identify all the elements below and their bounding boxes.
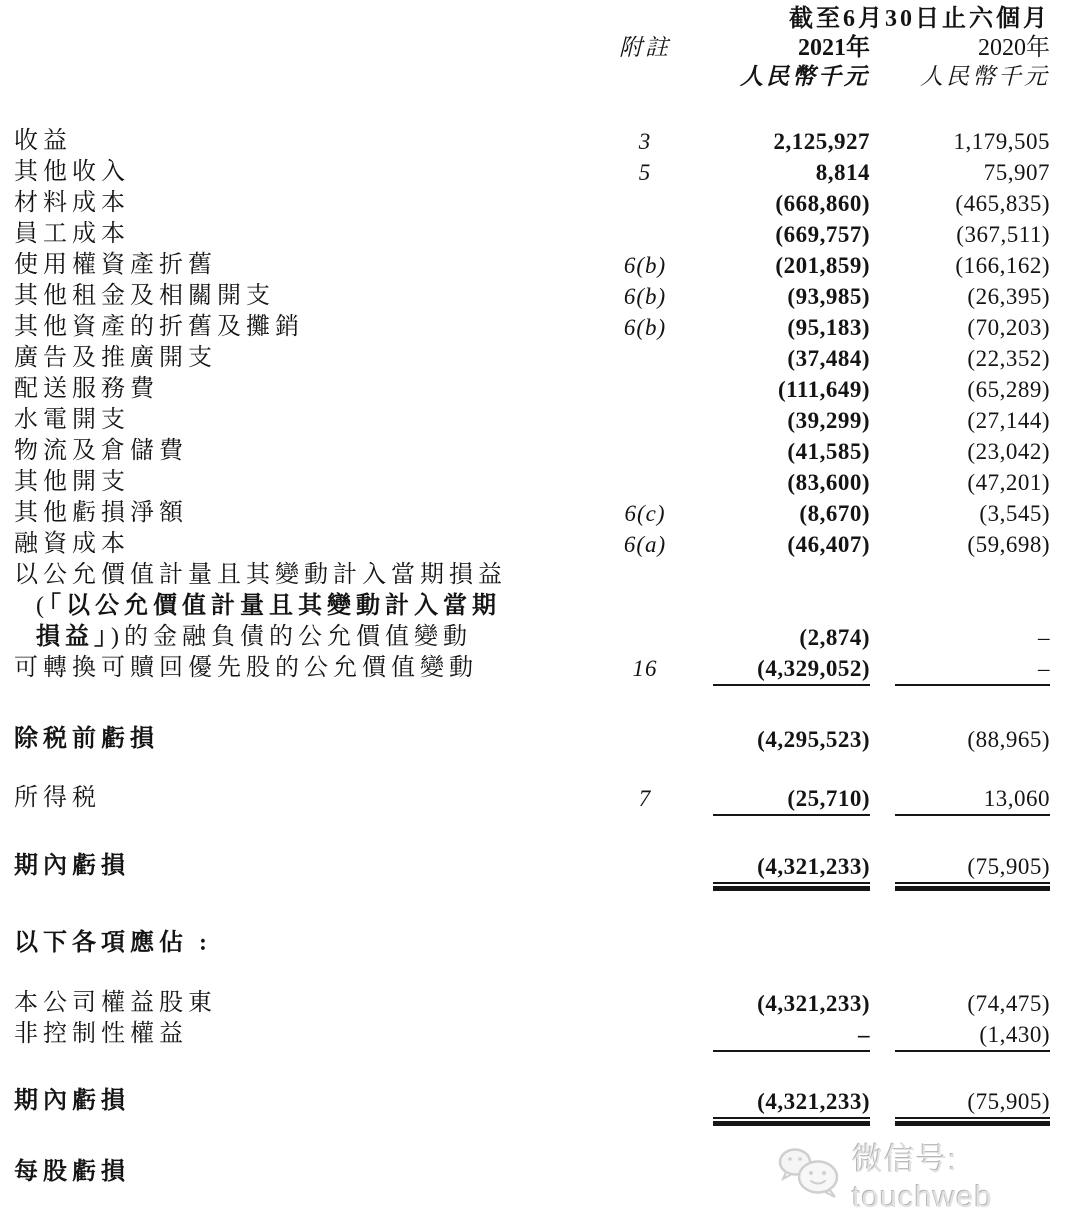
table-row — [14, 436, 1050, 467]
rule-2021 — [685, 684, 870, 686]
row-value-2021: (41,585) — [787, 439, 870, 464]
table-row — [14, 126, 1050, 157]
table-row — [14, 529, 1050, 560]
row-note — [605, 405, 685, 436]
row-value-2020: (22,352) — [967, 346, 1050, 371]
row-note: 6(a) — [623, 532, 667, 557]
period-title: 截至6月30日止六個月 — [789, 6, 1050, 32]
row-label: 期內虧損 — [14, 1088, 130, 1114]
rule-2020 — [870, 1117, 1050, 1126]
rule-2020 — [870, 882, 1050, 891]
row-value-2021 — [685, 928, 870, 959]
row-value-2021: (201,859) — [775, 253, 870, 278]
row-label: 其他租金及相關開支 — [14, 283, 275, 309]
row-label: 使用權資產折舊 — [14, 252, 217, 278]
row-value-2020 — [870, 591, 1050, 622]
row-value-2020: (166,162) — [955, 253, 1050, 278]
row-label: 其他虧損淨額 — [14, 500, 188, 526]
row-note — [605, 591, 685, 622]
rule-spacer — [14, 814, 605, 816]
row-value-2020: – — [1038, 625, 1050, 650]
rule-2021 — [685, 814, 870, 816]
row-value-2020: (47,201) — [967, 470, 1050, 495]
statement-body — [14, 126, 1050, 1188]
table-row — [14, 498, 1050, 529]
row-note: 6(b) — [623, 315, 667, 340]
table-row — [14, 783, 1050, 814]
section-gap — [14, 891, 1050, 928]
row-note: 16 — [632, 656, 658, 681]
row-value-2020: (75,905) — [967, 854, 1050, 879]
rule-spacer — [605, 882, 685, 891]
rule-spacer — [14, 882, 605, 891]
section-gap — [14, 686, 1050, 724]
table-row — [14, 928, 1050, 959]
rule-2021 — [685, 882, 870, 891]
row-value-2021: (25,710) — [787, 786, 870, 811]
column-headers — [14, 32, 1050, 64]
row-label: 所得税 — [14, 785, 101, 811]
row-value-2021 — [685, 591, 870, 622]
row-note — [605, 560, 685, 591]
row-value-2020: (367,511) — [956, 222, 1050, 247]
table-row — [14, 653, 1050, 684]
row-value-2021: (95,183) — [787, 315, 870, 340]
row-value-2020: (3,545) — [979, 501, 1050, 526]
table-row — [14, 1019, 1050, 1050]
header-gap — [14, 94, 1050, 126]
row-value-2020: (23,042) — [967, 439, 1050, 464]
row-label: 以公允價值計量且其變動計入當期損益 — [14, 562, 507, 588]
notes-column-header: 附註 — [619, 35, 671, 60]
table-row — [14, 560, 1050, 591]
row-note: 5 — [638, 160, 652, 185]
row-value-2020 — [870, 1157, 1050, 1188]
row-value-2021: (4,321,233) — [757, 1089, 870, 1114]
rule-spacer — [14, 684, 605, 686]
row-value-2021: 8,814 — [815, 160, 870, 185]
total-rule-row — [14, 814, 1050, 816]
table-row — [14, 188, 1050, 219]
rule-spacer — [605, 814, 685, 816]
table-row — [14, 157, 1050, 188]
table-row — [14, 851, 1050, 882]
row-value-2020: (75,905) — [967, 1089, 1050, 1114]
row-value-2020: 1,179,505 — [953, 129, 1050, 154]
year-2021-header: 2021年 — [798, 35, 870, 61]
row-value-2021 — [685, 560, 870, 591]
header-spacer — [14, 64, 605, 94]
rule-2020 — [870, 684, 1050, 686]
header-spacer — [14, 32, 605, 64]
rule-2021 — [685, 1117, 870, 1126]
table-row — [14, 343, 1050, 374]
row-label: (「以公允價值計量且其變動計入當期 — [36, 593, 501, 619]
row-note: 7 — [638, 786, 652, 811]
row-label: 員工成本 — [14, 221, 130, 247]
row-label: 配送服務費 — [14, 376, 159, 402]
table-row — [14, 250, 1050, 281]
row-value-2021: (4,321,233) — [757, 991, 870, 1016]
year-2020-header: 2020年 — [978, 35, 1050, 61]
row-label: 可轉換可贖回優先股的公允價值變動 — [14, 655, 478, 681]
total-rule-row — [14, 882, 1050, 891]
total-rule-row — [14, 1050, 1050, 1052]
row-value-2021: (37,484) — [787, 346, 870, 371]
rule-2020 — [870, 1050, 1050, 1052]
row-value-2021: (668,860) — [775, 191, 870, 216]
row-value-2020: (27,144) — [967, 408, 1050, 433]
section-gap — [14, 1052, 1050, 1086]
row-note — [605, 851, 685, 882]
row-value-2020: 13,060 — [983, 786, 1050, 811]
row-label: 物流及倉儲費 — [14, 438, 188, 464]
table-row — [14, 467, 1050, 498]
table-row — [14, 724, 1050, 755]
row-value-2021 — [685, 1157, 870, 1188]
row-value-2020: (70,203) — [967, 315, 1050, 340]
rule-spacer — [14, 1050, 605, 1052]
row-label: 非控制性權益 — [14, 1021, 188, 1047]
section-gap — [14, 1126, 1050, 1157]
row-note — [605, 988, 685, 1019]
row-label: 以下各項應佔 : — [14, 930, 212, 956]
table-row — [14, 622, 1050, 653]
row-value-2020: (88,965) — [967, 727, 1050, 752]
row-label: 損益」)的金融負債的公允價值變動 — [36, 624, 472, 650]
row-note — [605, 188, 685, 219]
table-row — [14, 591, 1050, 622]
row-label: 廣告及推廣開支 — [14, 345, 217, 371]
table-row — [14, 1157, 1050, 1188]
unit-headers — [14, 64, 1050, 94]
table-row — [14, 988, 1050, 1019]
row-value-2020: 75,907 — [983, 160, 1050, 185]
row-note: 6(c) — [624, 501, 666, 526]
row-label: 其他收入 — [14, 159, 130, 185]
row-value-2021: (39,299) — [787, 408, 870, 433]
row-note — [605, 928, 685, 959]
row-label: 除税前虧損 — [14, 726, 159, 752]
row-value-2020 — [870, 928, 1050, 959]
table-row — [14, 281, 1050, 312]
row-label: 水電開支 — [14, 407, 130, 433]
row-value-2021: (4,329,052) — [757, 656, 870, 681]
total-rule-row — [14, 1117, 1050, 1126]
row-value-2021: (83,600) — [787, 470, 870, 495]
row-label: 其他開支 — [14, 469, 130, 495]
watermark-text: 微信号: touchweb — [852, 1142, 993, 1212]
row-value-2021: – — [858, 1022, 870, 1047]
row-note — [605, 622, 685, 653]
row-value-2021: (4,295,523) — [757, 727, 870, 752]
table-row — [14, 1086, 1050, 1117]
row-note — [605, 1019, 685, 1050]
row-value-2020: (74,475) — [967, 991, 1050, 1016]
row-label: 其他資產的折舊及攤銷 — [14, 314, 304, 340]
row-value-2021: (93,985) — [787, 284, 870, 309]
row-value-2020: (59,698) — [967, 532, 1050, 557]
header-spacer — [605, 64, 685, 94]
table-row — [14, 219, 1050, 250]
row-label: 期內虧損 — [14, 853, 130, 879]
row-label: 每股虧損 — [14, 1159, 130, 1185]
row-value-2020: (1,430) — [979, 1022, 1050, 1047]
row-value-2020: (26,395) — [967, 284, 1050, 309]
row-label: 本公司權益股東 — [14, 990, 217, 1016]
row-value-2020: (465,835) — [955, 191, 1050, 216]
row-note — [605, 1086, 685, 1117]
row-value-2021: 2,125,927 — [773, 129, 870, 154]
rule-spacer — [605, 1117, 685, 1126]
rule-spacer — [14, 1117, 605, 1126]
row-note — [605, 219, 685, 250]
table-row — [14, 374, 1050, 405]
row-value-2021: (4,321,233) — [757, 854, 870, 879]
unit-2021-header: 人民幣千元 — [740, 64, 870, 89]
row-value-2021: (111,649) — [777, 377, 870, 402]
row-value-2021: (8,670) — [799, 501, 870, 526]
row-label: 收益 — [14, 128, 72, 154]
row-note — [605, 343, 685, 374]
row-value-2020 — [870, 560, 1050, 591]
unit-2020-header: 人民幣千元 — [920, 64, 1050, 89]
total-rule-row — [14, 684, 1050, 686]
rule-2021 — [685, 1050, 870, 1052]
row-value-2020: (65,289) — [967, 377, 1050, 402]
row-note: 3 — [638, 129, 652, 154]
row-value-2021: (46,407) — [787, 532, 870, 557]
row-note: 6(b) — [623, 253, 667, 278]
table-row — [14, 405, 1050, 436]
row-label: 融資成本 — [14, 531, 130, 557]
section-gap — [14, 755, 1050, 783]
rule-2020 — [870, 814, 1050, 816]
row-value-2021: (2,874) — [799, 625, 870, 650]
row-note — [605, 374, 685, 405]
row-label: 材料成本 — [14, 190, 130, 216]
rule-spacer — [605, 684, 685, 686]
row-note — [605, 1157, 685, 1188]
row-note — [605, 436, 685, 467]
row-note — [605, 724, 685, 755]
statement-header — [14, 6, 1050, 32]
row-value-2021: (669,757) — [775, 222, 870, 247]
row-value-2020: – — [1038, 656, 1050, 681]
table-row — [14, 312, 1050, 343]
section-gap — [14, 816, 1050, 851]
row-note — [605, 467, 685, 498]
rule-spacer — [605, 1050, 685, 1052]
row-note: 6(b) — [623, 284, 667, 309]
section-gap — [14, 959, 1050, 988]
